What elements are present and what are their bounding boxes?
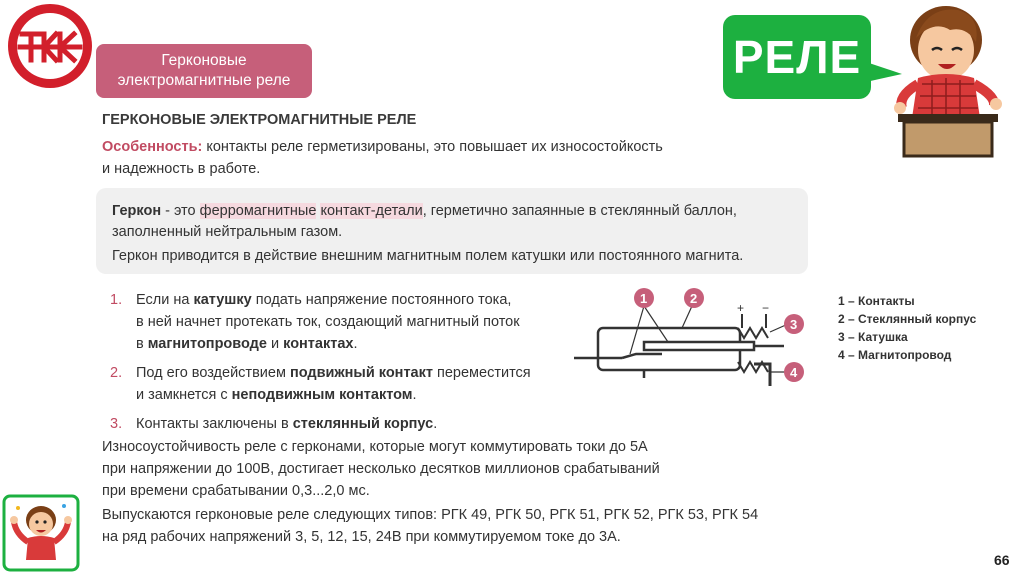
legend-item: 3 – Катушка	[838, 330, 908, 344]
highlight-ferromagnetic: ферромагнитные	[199, 203, 317, 219]
step-text: в	[136, 336, 148, 352]
callout-text: РЕЛЕ	[732, 31, 862, 83]
feature-label: Особенность:	[102, 139, 203, 155]
reed-relay-diagram	[570, 284, 810, 394]
diagram-legend	[838, 292, 976, 364]
callout-badges	[634, 288, 804, 382]
legend-item: 4 – Магнитопровод	[838, 348, 952, 362]
step-text: .	[412, 387, 417, 403]
steps-list	[110, 289, 586, 442]
definition-rest: , герметично запаянные в стеклянный баллон,	[422, 203, 737, 219]
moving-contact	[622, 354, 662, 358]
definition-dash: - это	[161, 203, 200, 219]
paragraph-line: на ряд рабочих напряжений 3, 5, 12, 15, 24В при коммутируемом токе до 3А.	[102, 529, 621, 545]
step-text: .	[353, 336, 358, 352]
list-item	[110, 362, 586, 406]
step-number: 1.	[110, 292, 123, 308]
magnetic-core	[754, 364, 770, 386]
paragraph-line: Выпускаются герконовые реле следующих типов: РГК 49, РГК 50, РГК 51, РГК 52, РГК 53, РГК 54	[102, 507, 759, 523]
types-paragraph	[102, 504, 782, 548]
feature-paragraph	[102, 136, 722, 180]
paragraph-line: при напряжении до 100В, достигает несколько десятков миллионов срабатываний	[102, 461, 660, 477]
step-number: 3.	[110, 416, 123, 432]
feature-text-1: контакты реле герметизированы, это повышает их износостойкость	[202, 139, 663, 155]
step-text: подать напряжение постоянного тока,	[251, 292, 512, 308]
step-text: Контакты заключены в	[136, 416, 293, 432]
paragraph-line: Износоустойчивость реле с герконами, которые могут коммутировать токи до 5А	[102, 439, 648, 455]
company-logo	[6, 2, 94, 90]
badge-line-2: электромагнитные реле	[117, 72, 291, 89]
definition-box	[96, 188, 808, 274]
minus-sign: −	[762, 301, 770, 315]
badge-2: 2	[690, 291, 698, 306]
step-text: Если на	[136, 292, 194, 308]
highlight-contact-parts: контакт-детали	[320, 203, 423, 219]
badge-4: 4	[790, 365, 798, 380]
legend-item: 2 – Стеклянный корпус	[838, 312, 977, 326]
teacher-boy-illustration	[858, 0, 1024, 160]
callout-bubble	[723, 15, 871, 99]
durability-paragraph	[102, 436, 722, 502]
badge-3: 3	[790, 317, 798, 332]
step-text: и	[266, 336, 284, 352]
step-bold: контактах	[283, 336, 354, 352]
step-bold: катушку	[193, 292, 252, 308]
step-text: Под его воздействием	[136, 365, 290, 381]
badge-line-1: Герконовые	[161, 52, 247, 69]
step-text: переместится	[432, 365, 531, 381]
page-title: ГЕРКОНОВЫЕ ЭЛЕКТРОМАГНИТНЫЕ РЕЛЕ	[102, 112, 417, 128]
definition-term: Геркон	[112, 203, 162, 219]
plus-sign: +	[737, 301, 745, 315]
student-boy-icon	[2, 494, 80, 572]
step-number: 2.	[110, 365, 123, 381]
step-bold: подвижный контакт	[289, 365, 433, 381]
legend-item: 1 – Контакты	[838, 294, 915, 308]
paragraph-line: при времени срабатывании 0,3...2,0 мс.	[102, 483, 370, 499]
feature-text-2: и надежность в работе.	[102, 161, 261, 177]
step-bold: стеклянный корпус	[292, 416, 434, 432]
badge-1: 1	[640, 291, 648, 306]
list-item	[110, 413, 586, 435]
step-text: в ней начнет протекать ток, создающий магнитный поток	[136, 314, 520, 330]
section-badge	[96, 44, 312, 98]
page-number: 66	[994, 552, 1010, 568]
step-text: и замкнется с	[136, 387, 232, 403]
list-item	[110, 289, 586, 355]
contact-blade	[644, 342, 754, 350]
step-bold: магнитопроводе	[147, 336, 267, 352]
definition-line-3: Геркон приводится в действие внешним магнитным полем катушки или постоянного магнита.	[112, 248, 744, 264]
definition-line-2: заполненный нейтральным газом.	[112, 224, 343, 240]
definition-line-1	[112, 200, 737, 222]
step-text: .	[433, 416, 438, 432]
step-bold: неподвижным контактом	[231, 387, 413, 403]
